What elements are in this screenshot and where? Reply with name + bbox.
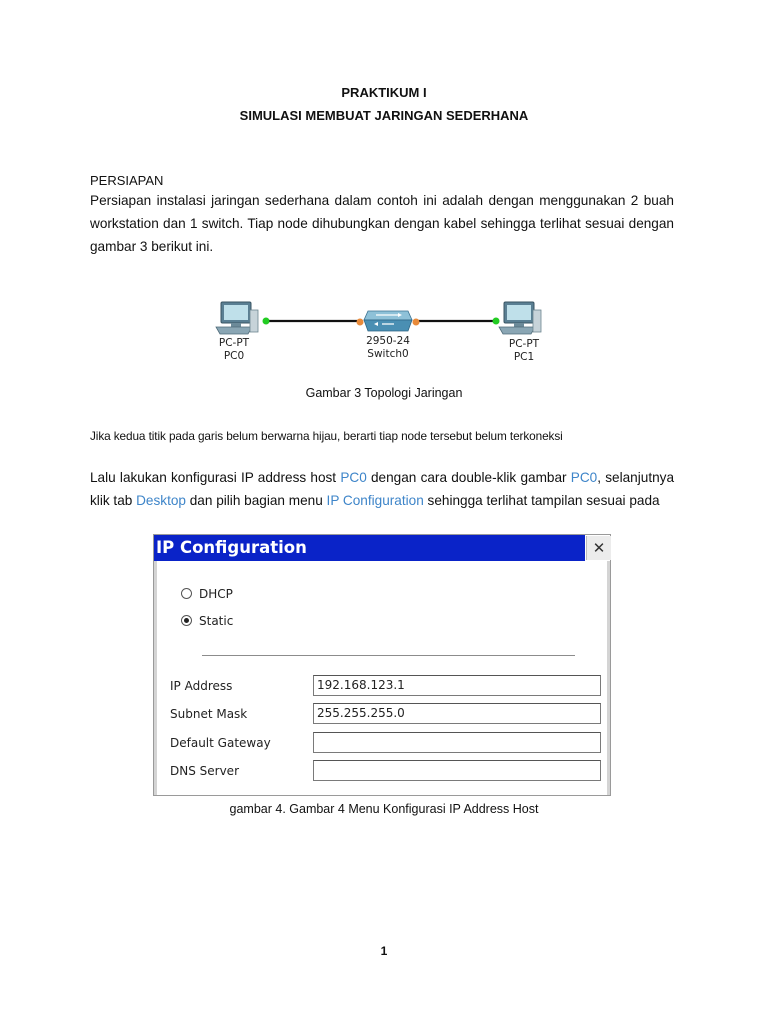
- switch-name-label: Switch0: [367, 348, 409, 360]
- window-title: IP Configuration: [154, 535, 585, 561]
- highlight-pc0: PC0: [570, 470, 598, 485]
- static-radio[interactable]: [181, 615, 192, 626]
- dns-server-label: DNS Server: [170, 764, 239, 778]
- dhcp-label: DHCP: [199, 587, 233, 601]
- link-status-dot-pc1: [493, 318, 500, 325]
- link-status-dot-switch-right: [413, 319, 420, 326]
- default-gateway-label: Default Gateway: [170, 736, 271, 750]
- figure4-caption: gambar 4. Gambar 4 Menu Konfigurasi IP Address Host: [229, 802, 539, 816]
- static-option[interactable]: [181, 614, 233, 628]
- para-text: dan pilih bagian menu: [185, 493, 327, 508]
- dhcp-option[interactable]: [181, 587, 233, 601]
- dhcp-radio[interactable]: [181, 588, 192, 599]
- switch-icon: [364, 311, 412, 331]
- link-status-dot-switch-left: [357, 319, 364, 326]
- doc-title: PRAKTIKUM I: [341, 85, 427, 100]
- ip-config-panel: [154, 561, 610, 795]
- link-status-dot-pc0: [263, 318, 270, 325]
- section-heading: PERSIAPAN: [90, 173, 164, 188]
- separator-line: [202, 655, 575, 656]
- pc0-device[interactable]: [216, 302, 258, 362]
- pc1-type-label: PC-PT: [508, 338, 540, 350]
- close-icon[interactable]: ✕: [586, 536, 611, 560]
- subnet-mask-label: Subnet Mask: [170, 707, 248, 721]
- pc-icon: [499, 302, 541, 334]
- pc0-name-label: PC0: [223, 350, 245, 362]
- pc-icon: [216, 302, 258, 334]
- connection-note: Jika kedua titik pada garis belum berwarna hijau, berarti tiap node tersebut belum terkoneksi: [90, 429, 563, 443]
- figure3-caption: Gambar 3 Topologi Jaringan: [305, 386, 463, 400]
- highlight-ip-configuration: IP Configuration: [326, 493, 424, 508]
- highlight-desktop: Desktop: [136, 493, 186, 508]
- ip-address-label: IP Address: [170, 679, 233, 693]
- subnet-mask-input[interactable]: 255.255.255.0: [313, 703, 601, 724]
- pc1-name-label: PC1: [513, 351, 535, 363]
- ip-address-input[interactable]: 192.168.123.1: [313, 675, 601, 696]
- switch-type-label: 2950-24: [366, 335, 410, 347]
- static-label: Static: [199, 614, 234, 628]
- para-text: , selanjutnya klik tab: [90, 470, 675, 508]
- page-number: 1: [380, 944, 388, 958]
- config-paragraph: [90, 466, 674, 512]
- default-gateway-input[interactable]: [313, 732, 601, 753]
- doc-subtitle: SIMULASI MEMBUAT JARINGAN SEDERHANA: [239, 108, 529, 123]
- highlight-pc0: PC0: [340, 470, 367, 485]
- para-text: Lalu lakukan konfigurasi IP address host: [90, 470, 341, 485]
- ip-configuration-window: [153, 534, 611, 796]
- pc0-type-label: PC-PT: [218, 337, 250, 349]
- switch0-device[interactable]: [364, 311, 412, 360]
- intro-paragraph: Persiapan instalasi jaringan sederhana dalam contoh ini adalah dengan menggunakan 2 buah workstation dan 1 switch. Tiap node dihubungkan dengan kabel sehingga terlihat sesuai dengan gambar 3 berikut ini.: [90, 193, 674, 254]
- dns-server-input[interactable]: [313, 760, 601, 781]
- para-text: dengan cara double-klik gambar: [366, 470, 571, 485]
- network-topology-figure: [212, 298, 552, 370]
- para-text: sehingga terlihat tampilan sesuai pada: [423, 493, 660, 508]
- pc1-device[interactable]: [499, 302, 541, 363]
